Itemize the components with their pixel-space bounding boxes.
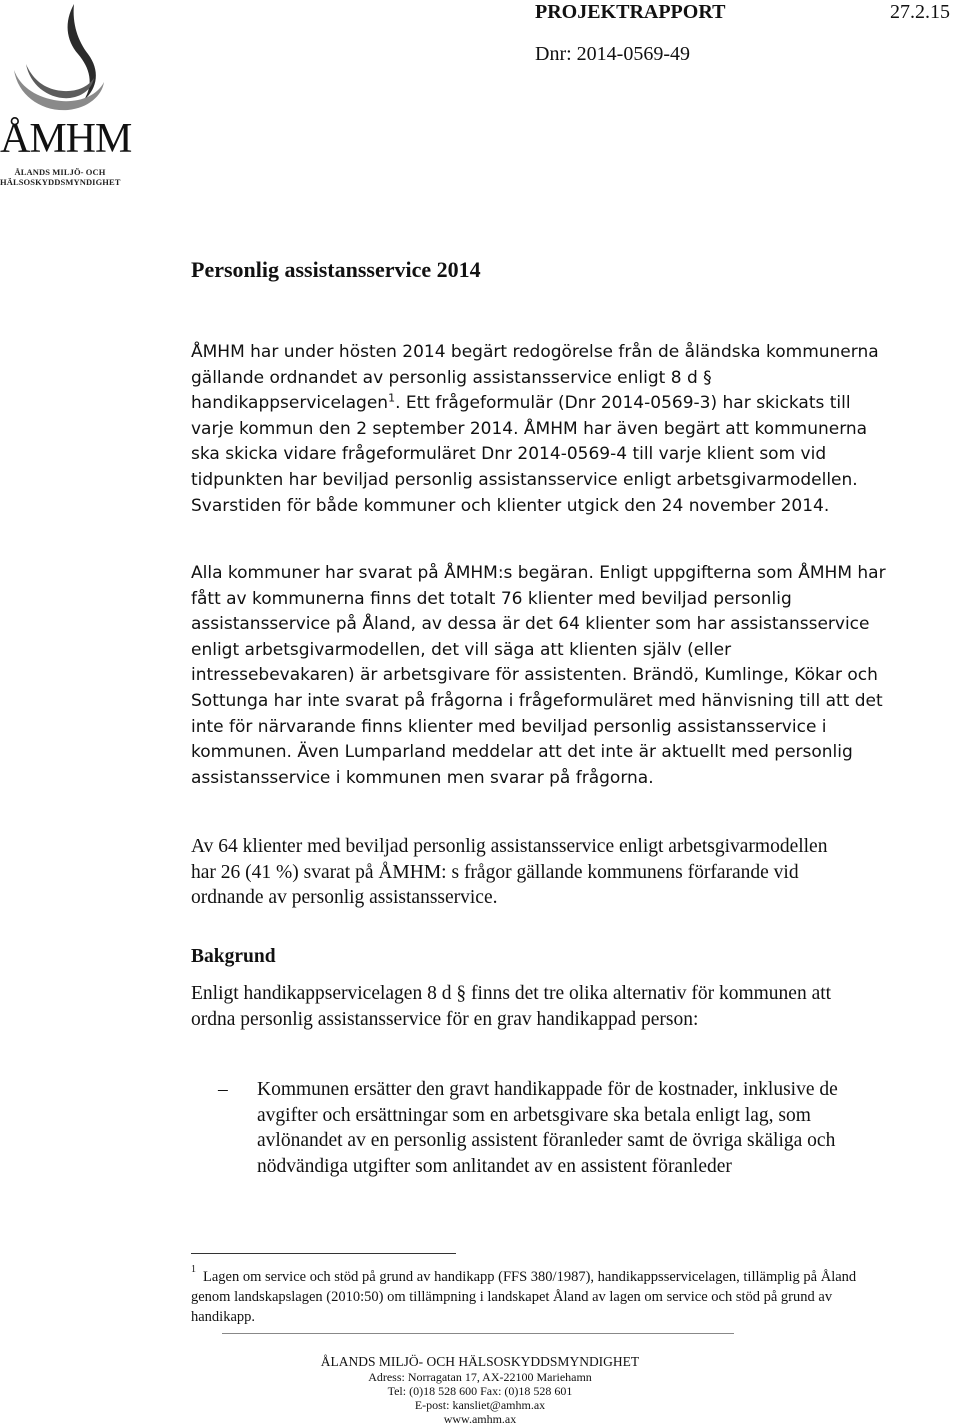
document-number: Dnr: 2014-0569-49 (535, 43, 690, 65)
report-type: PROJEKTRAPPORT (535, 1, 726, 23)
section-heading-bakgrund: Bakgrund (191, 946, 276, 967)
intro-paragraph (191, 340, 891, 519)
footer-website[interactable]: www.amhm.ax (443, 1412, 517, 1426)
logo-abbreviation: ÅMHM (0, 116, 132, 162)
footer-org: ÅLANDS MILJÖ- OCH HÄLSOSKYDDSMYNDIGHET (320, 1354, 640, 1369)
results-paragraph: Alla kommuner har svarat på ÅMHM:s begäran. Enligt uppgifterna som ÅMHM har fått av kommunerna finns det totalt 76 klienter med beviljad personlig assistansservice på Åland, av dessa är det 64 klienter som har assistansservice enligt arbetsgivarmodellen, det vill säga att klienten själv (eller intressebevakaren) är arbetsgivare för assistenten. Brändö, Kumlinge, Kökar och Sottunga har inte svarat på frågorna i frågeformuläret med hänvisning till att det inte för närvarande finns klienter med beviljad personlig assistansservice i kommunen. Även Lumparland meddelar att det inte är aktuellt med personlig assistansservice i kommunen men svarar på frågorna. (191, 563, 886, 788)
section-text: Enligt handikappservicelagen 8 d § finns det tre olika alternativ för kommunen att ordna personlig assistansservice för en grav handikappad person: (191, 983, 832, 1030)
flame-swirl-icon (8, 0, 112, 118)
footer-phone: Tel: (0)18 528 600 Fax: (0)18 528 601 (387, 1384, 573, 1398)
logo-subtitle-line1: ÅLANDS MILJÖ- OCH (14, 167, 106, 177)
footnote-text: Lagen om service och stöd på grund av handikapp (FFS 380/1987), handikappsservicelagen, tillämplig på Åland genom landskapslagen (2010:50) om tillämpning i landskapet Åland av lagen om service och stöd på grund av handikapp. (191, 1269, 857, 1325)
footnote-number: 1 (191, 1264, 196, 1275)
list-item-text: Kommunen ersätter den gravt handikappade för de kostnader, inklusive de avgifter och ersättningar som en arbetsgivare ska betala enligt lag, som avlönandet av en personlig assistent föranleder samt de övriga skäliga och nödvändiga utgifter som anlitandet av en assistent föranleder (257, 1079, 838, 1178)
footnote-divider (191, 1253, 456, 1254)
logo-subtitle-line2: HÄLSOSKYDDSMYNDIGHET (0, 177, 121, 187)
response-paragraph: Av 64 klienter med beviljad personlig assistansservice enligt arbetsgivarmodellen har 26 (41 %) svarat på ÅMHM: s frågor gällande kommunens förfarande vid ordnande av personlig assistansservice. (191, 836, 828, 909)
page-title: Personlig assistansservice 2014 (191, 257, 481, 282)
intro-text-part2: . Ett frågeformulär (Dnr 2014-0569-3) har skickats till varje kommun den 2 september 2014. ÅMHM har även begärt att kommunerna ska skicka vidare frågeformuläret Dnr 2014-0569-4 till varje klient som vid tidpunkten har beviljad personlig assistansservice enligt arbetsgivarmodellen. Svarstiden för både kommuner och klienter utgick den 24 november 2014. (191, 393, 868, 516)
report-date: 27.2.15 (890, 1, 950, 23)
list-bullet: – (218, 1079, 228, 1100)
footer-divider (222, 1333, 734, 1334)
footer-address: Adress: Norragatan 17, AX-22100 Mariehamn (368, 1370, 592, 1384)
intro-text-part1: ÅMHM har under hösten 2014 begärt redogörelse från de åländska kommunerna gällande ordnandet av personlig assistansservice enligt 8 d § handikappservicelagen (191, 342, 879, 414)
footnote-reference[interactable]: 1 (388, 391, 396, 405)
organization-logo (0, 0, 132, 192)
footer-email[interactable]: E-post: kansliet@amhm.ax (414, 1398, 546, 1412)
